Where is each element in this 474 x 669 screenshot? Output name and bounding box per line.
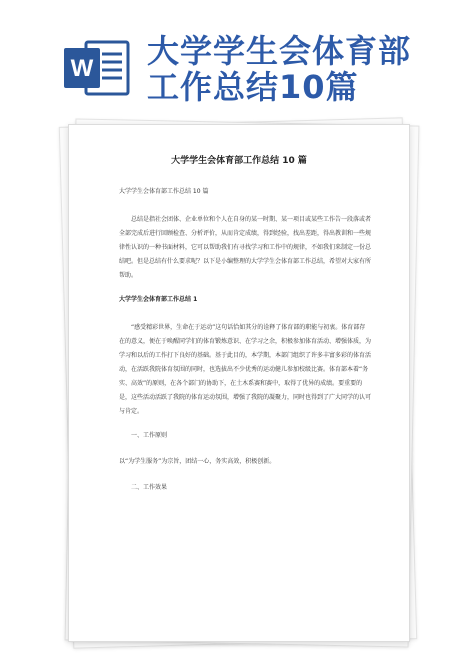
banner-title-line-2: 工作总结10篇 — [147, 68, 359, 106]
banner-title-line-1: 大学学生会体育部 — [147, 32, 412, 70]
document-title: 大学学生会体育部工作总结 10 篇 — [171, 156, 307, 166]
document-page — [68, 124, 410, 642]
document-subtitle: 大学学生会体育部工作总结 10 篇 — [119, 188, 209, 195]
intro-paragraph: 总结是指社会团体、企业单位和个人在自身的某一时期、某一项目或某些工作告一段落或者全部完成后进行回顾检查、分析评价，从而肯定成绩，得到经验，找出差距，得出教训和一些规律性认识的一种书面材料，它可以帮助我们有寻找学习和工作中的规律，不如我们来制定一份总结吧。但是总结有什么要求呢？以下是小编整理的大学学生会体育部工作总结，希望对大家有所帮助。 — [119, 216, 372, 279]
heading-work-effect: 二、工作效果 — [131, 484, 168, 491]
principle-text: 以“为学生服务”为宗旨，团结一心，务实高效，积极创新。 — [119, 458, 276, 465]
word-logo-icon — [62, 38, 130, 98]
heading-work-principle: 一、工作原则 — [131, 432, 168, 439]
section-heading-1: 大学学生会体育部工作总结 1 — [119, 296, 198, 303]
header-banner — [0, 0, 474, 118]
body-paragraph-1: “感受精彩世界，生命在于运动”这句话恰如其分的诠释了体育部的职能与初衷。体育部存在的意义，便在于唤醒同学们的体育锻炼意识、在学习之余，积极参加体育活动、增强体质，为学习和以后的工作打下良好的基础。基于此目的，本学期，本部门组织了许多丰富多彩的体育活动，在活跃我院体育氛围的同时，也选拔出不少优秀的运动健儿参加校级比赛。体育部本着“务实、高效”的原则，在各个部门的协助下，在土木系赛和赛中，取得了优异的成绩。要重要的是，这些活动活跃了我院的体育运动氛围，增强了我院的凝聚力，同时也得到了广大同学的认可与肯定。 — [119, 324, 372, 415]
word-logo-letter: W — [70, 55, 94, 82]
